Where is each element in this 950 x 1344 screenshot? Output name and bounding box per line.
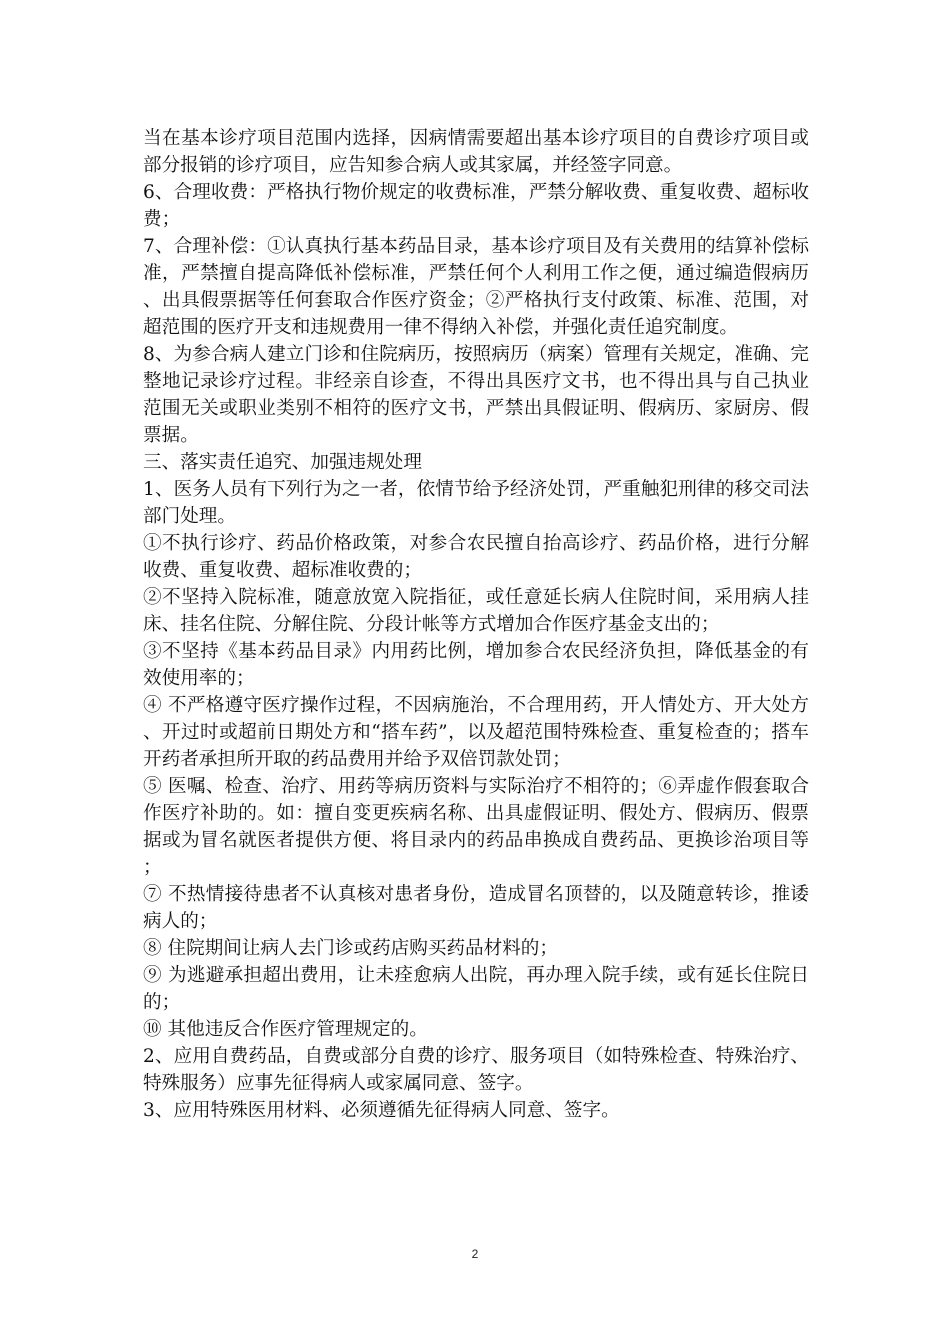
list-item-2: ②不坚持入院标准，随意放宽入院指征，或任意延长病人住院时间，采用病人挂床、挂名住院、分解住院、分段计帐等方式增加合作医疗基金支出的； <box>143 587 809 635</box>
page-number: 2 <box>471 1247 479 1261</box>
paragraph-16: 2、应用自费药品，自费或部分自费的诊疗、服务项目（如特殊检查、特殊治疗、特殊服务）应事先征得病人或家属同意、签字。 <box>143 1046 809 1094</box>
list-item-9: ⑨ 为逃避承担超出费用，让未痊愈病人出院，再办理入院手续，或有延长住院日的； <box>143 965 809 1013</box>
paragraph-4: 8、为参合病人建立门诊和住院病历，按照病历（病案）管理有关规定，准确、完整地记录诊疗过程。非经亲自诊查，不得出具医疗文书，也不得出具与自己执业范围无关或职业类别不相符的医疗文书，严禁出具假证明、假病历、家厨房、假票据。 <box>143 344 809 446</box>
list-item-5-6: ⑤ 医嘱、检查、治疗、用药等病历资料与实际治疗不相符的；⑥弄虚作假套取合作医疗补助的。如：擅自变更疾病名称、出具虚假证明、假处方、假病历、假票据或为冒名就医者提供方便、将目录内的药品串换成自费药品、更换诊治项目等； <box>143 776 809 878</box>
paragraph-3: 7、合理补偿：①认真执行基本药品目录，基本诊疗项目及有关费用的结算补偿标准，严禁擅自提高降低补偿标准，严禁任何个人利用工作之便，通过编造假病历、出具假票据等任何套取合作医疗资金；②严格执行支付政策、标准、范围，对超范围的医疗开支和违规费用一律不得纳入补偿，并强化责任追究制度。 <box>143 236 809 338</box>
list-item-7: ⑦ 不热情接待患者不认真核对患者身份，造成冒名顶替的，以及随意转诊，推诿病人的； <box>143 884 809 932</box>
list-item-8: ⑧ 住院期间让病人去门诊或药店购买药品材料的； <box>143 938 558 959</box>
document-body <box>143 125 809 1124</box>
paragraph-6: 1、医务人员有下列行为之一者，依情节给予经济处罚，严重触犯刑律的移交司法部门处理。 <box>143 479 809 527</box>
list-item-4: ④ 不严格遵守医疗操作过程，不因病施治，不合理用药，开人情处方、开大处方、开过时或超前日期处方和“搭车药”，以及超范围特殊检查、重复检查的；搭车开药者承担所开取的药品费用并给予双倍罚款处罚； <box>143 695 809 770</box>
paragraph-1: 当在基本诊疗项目范围内选择，因病情需要超出基本诊疗项目的自费诊疗项目或部分报销的诊疗项目，应告知参合病人或其家属，并经签字同意。 <box>143 128 809 176</box>
section-heading: 三、落实责任追究、加强违规处理 <box>143 452 422 473</box>
list-item-1: ①不执行诊疗、药品价格政策，对参合农民擅自抬高诊疗、药品价格，进行分解收费、重复收费、超标准收费的； <box>143 533 809 581</box>
list-item-3: ③不坚持《基本药品目录》内用药比例，增加参合农民经济负担，降低基金的有效使用率的； <box>143 641 809 689</box>
paragraph-2: 6、合理收费：严格执行物价规定的收费标准，严禁分解收费、重复收费、超标收费； <box>143 182 809 230</box>
paragraph-17: 3、应用特殊医用材料、必须遵循先征得病人同意、签字。 <box>143 1100 620 1121</box>
list-item-10: ⑩ 其他违反合作医疗管理规定的。 <box>143 1019 428 1040</box>
